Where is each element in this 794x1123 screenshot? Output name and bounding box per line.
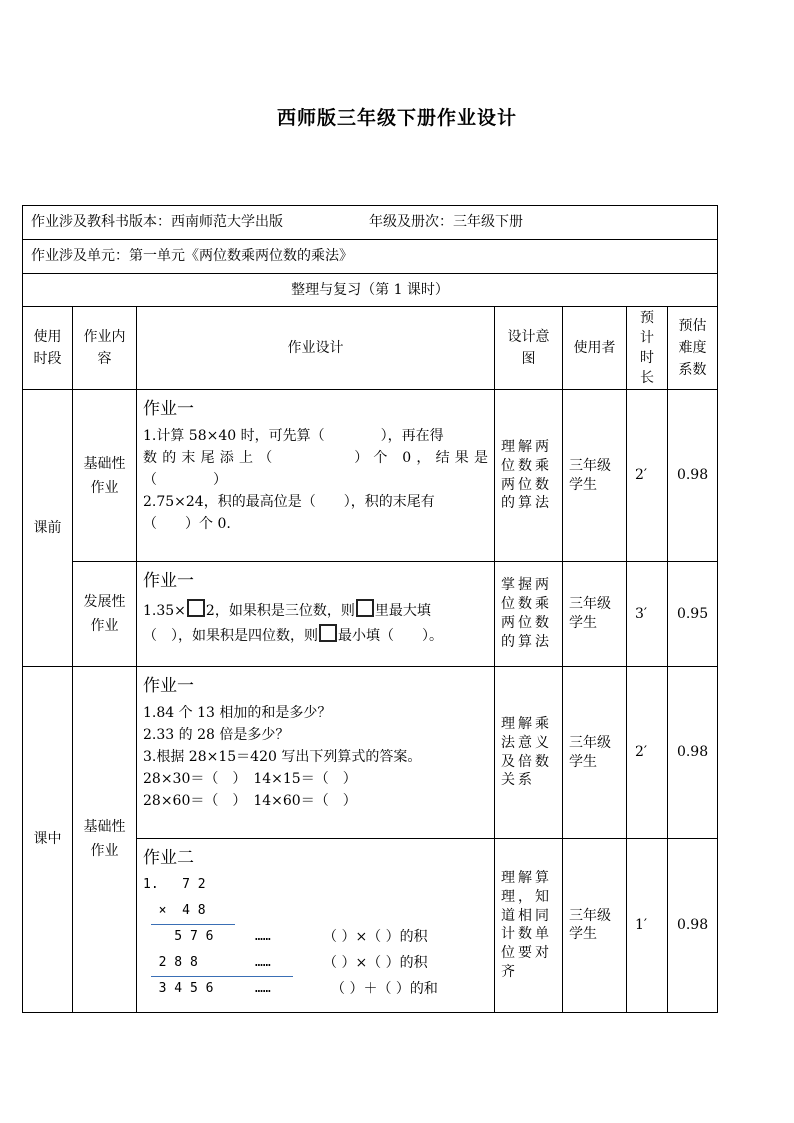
- unit-label: 作业涉及单元：第一单元《两位数乘两位数的乘法》: [23, 240, 718, 274]
- homework-title: 作业二: [143, 848, 194, 868]
- purpose-cell: 理解算理，知道相同计数单位要对齐: [495, 839, 563, 1013]
- mult-row: 3 4 5 6 …… （ ）＋（ ）的和: [143, 980, 438, 997]
- design-line: 2.75×24，积的最高位是（ ），积的末尾有: [143, 493, 435, 510]
- vertical-multiplication: [143, 876, 488, 1006]
- user-cell: 三年级学生: [563, 667, 627, 839]
- design-line: 1.84 个 13 相加的和是多少？: [143, 704, 332, 721]
- design-line: （ ）: [143, 471, 227, 488]
- design-line: 3.根据 28×15＝420 写出下列算式的答案。: [143, 748, 422, 765]
- meta-row-unit: [23, 240, 718, 274]
- time-cell: 2′: [627, 667, 668, 839]
- content-type: 发展性作业: [73, 562, 137, 667]
- user-cell: 三年级学生: [563, 839, 627, 1013]
- grade-label: 年级及册次：三年级下册: [369, 214, 523, 231]
- design-cell: [137, 390, 495, 562]
- blank-box-icon: [319, 624, 337, 642]
- content-type: 基础性作业: [73, 390, 137, 562]
- design-line: 28×60＝（ ） 14×60＝（ ）: [143, 792, 357, 809]
- header-design: 作业设计: [137, 307, 495, 390]
- section-before: 课前: [23, 390, 73, 667]
- purpose-cell: 掌握两位数乘两位数的算法: [495, 562, 563, 667]
- textbook-label: 作业涉及教科书版本：西南师范大学出版: [31, 214, 283, 231]
- mult-row: 2 8 8 …… （ ）×（ ）的积: [143, 954, 488, 980]
- design-line: 数的末尾添上（ ）个 0，结果是: [143, 449, 488, 466]
- blank-box-icon: [187, 599, 205, 617]
- design-line: 1.35× 2，如果积是三位数，则 里最大填: [143, 599, 488, 621]
- purpose-cell: 理解两位数乘两位数的算法: [495, 390, 563, 562]
- time-cell: 3′: [627, 562, 668, 667]
- header-time: 预计时长: [627, 307, 668, 390]
- header-period: 使用时段: [23, 307, 73, 390]
- table-row: [23, 667, 718, 839]
- header-coef: 预估难度系数: [668, 307, 718, 390]
- homework-design-table: [22, 205, 718, 1013]
- table-row: [23, 562, 718, 667]
- header-row: [23, 307, 718, 390]
- page-title: 西师版三年级下册作业设计: [276, 107, 517, 129]
- design-cell: [137, 562, 495, 667]
- homework-title: 作业一: [143, 676, 194, 696]
- header-content: 作业内容: [73, 307, 137, 390]
- table-row: [23, 390, 718, 562]
- header-purpose: 设计意图: [495, 307, 563, 390]
- underline: [151, 976, 293, 977]
- design-line: （ ），如果积是四位数，则 最小填（ ）。: [143, 624, 488, 646]
- section-during: 课中: [23, 667, 73, 1013]
- design-line: 28×30＝（ ） 14×15＝（ ）: [143, 770, 357, 787]
- meta-row-lesson: [23, 274, 718, 307]
- meta-row-textbook: [23, 206, 718, 240]
- content-type: 基础性作业: [73, 667, 137, 1013]
- coef-cell: 0.98: [668, 839, 718, 1013]
- user-cell: 三年级学生: [563, 562, 627, 667]
- coef-cell: 0.95: [668, 562, 718, 667]
- underline: [151, 924, 235, 925]
- header-user: 使用者: [563, 307, 627, 390]
- coef-cell: 0.98: [668, 667, 718, 839]
- lesson-title: 整理与复习（第 1 课时）: [23, 274, 718, 307]
- design-cell: [137, 667, 495, 839]
- homework-title: 作业一: [143, 399, 194, 419]
- design-line: 1.计算 58×40 时，可先算（ ），再在得: [143, 427, 444, 444]
- mult-row: 5 7 6 …… （ ）×（ ）的积: [143, 928, 428, 945]
- design-line: 2.33 的 28 倍是多少？: [143, 726, 290, 743]
- purpose-cell: 理解乘法意义及倍数关系: [495, 667, 563, 839]
- mult-row: × 4 8: [143, 902, 488, 928]
- homework-title: 作业一: [143, 571, 194, 591]
- mult-row: 1. 7 2: [143, 876, 206, 892]
- blank-box-icon: [356, 599, 374, 617]
- time-cell: 1′: [627, 839, 668, 1013]
- design-line: （ ）个 0.: [143, 515, 231, 532]
- user-cell: 三年级学生: [563, 390, 627, 562]
- time-cell: 2′: [627, 390, 668, 562]
- coef-cell: 0.98: [668, 390, 718, 562]
- design-cell: [137, 839, 495, 1013]
